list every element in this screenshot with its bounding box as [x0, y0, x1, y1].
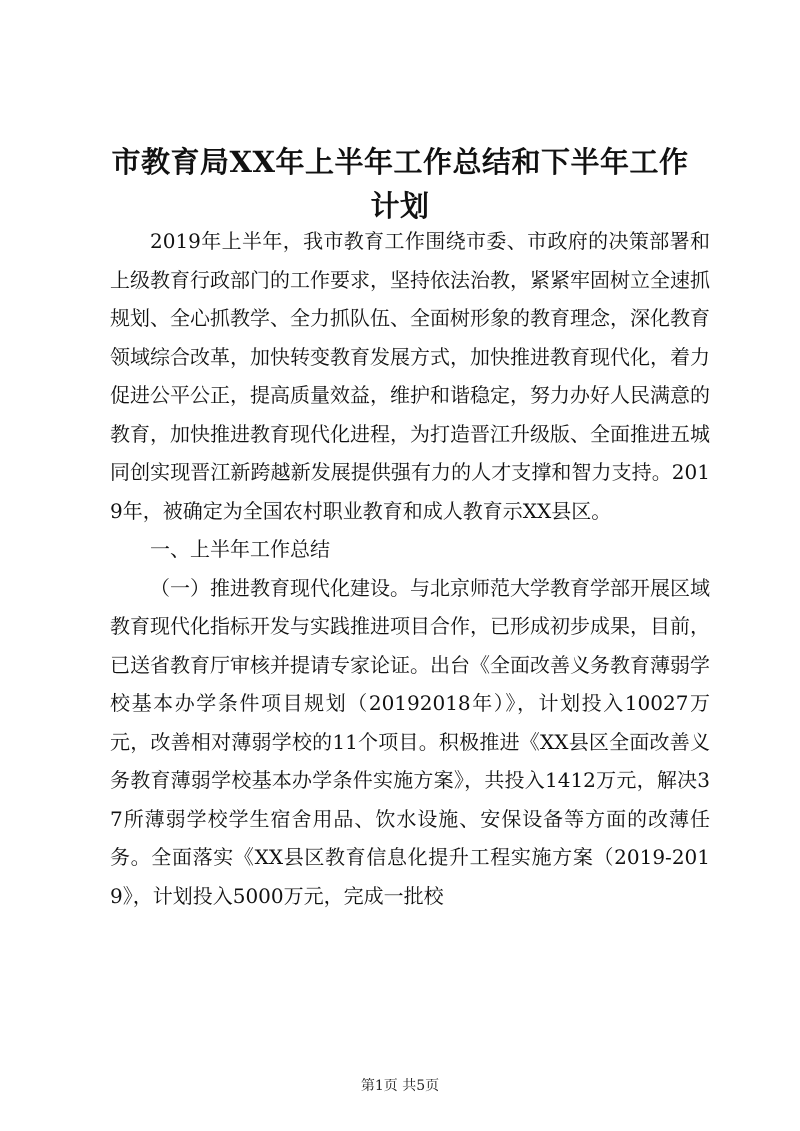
subsection-paragraph: （一）推进教育现代化建设。与北京师范大学教育学部开展区域教育现代化指标开发与实践推进项目合作，已形成初步成果，目前，已送省教育厅审核并提请专家论证。出台《全面改善义务教育薄弱学校基本办学条件项目规划（20192018年）》，计划投入10027万元，改善相对薄弱学校的11个项目。积极推进《XX县区全面改善义务教育薄弱学校基本办学条件实施方案》，共投入1412万元，解决37所薄弱学校学生宿舍用品、饮水设施、安保设备等方面的改薄任务。全面落实《XX县区教育信息化提升工程实施方案（2019-2019》，计划投入5000万元，完成一批校: [110, 575, 710, 908]
document-body: [110, 222, 710, 915]
intro-paragraph: 2019年上半年，我市教育工作围绕市委、市政府的决策部署和上级教育行政部门的工作要求，坚持依法治教，紧紧牢固树立全速抓规划、全心抓教学、全力抓队伍、全面树形象的教育理念，深化教育领域综合改革，加快转变教育发展方式，加快推进教育现代化，着力促进公平公正，提高质量效益，维护和谐稳定，努力办好人民满意的教育，加快推进教育现代化进程，为打造晋江升级版、全面推进五城同创实现晋江新跨越新发展提供强有力的人才支撑和智力支持。2019年，被确定为全国农村职业教育和成人教育示XX县区。: [110, 229, 710, 523]
section-heading: 一、上半年工作总结: [150, 537, 330, 561]
document-title-line-1: 市教育局XX年上半年工作总结和下半年工作: [111, 145, 689, 179]
page-number: 第1页 共5页: [360, 1078, 440, 1094]
document-title-line-2: 计划: [370, 189, 430, 223]
